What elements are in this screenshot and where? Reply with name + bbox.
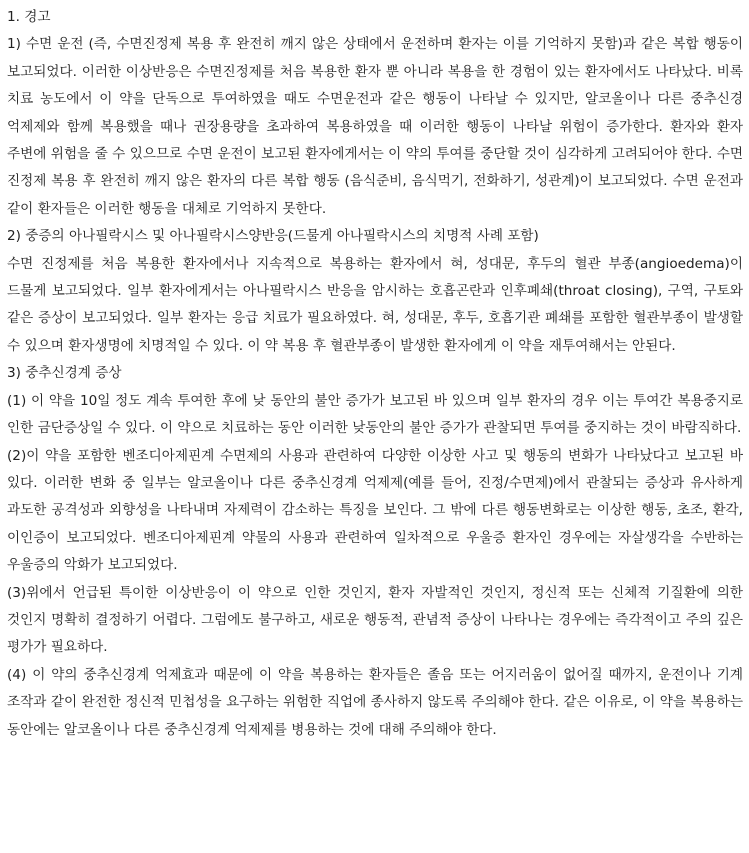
paragraph-cns-1: (1) 이 약을 10일 정도 계속 투여한 후에 낮 동안의 불안 증가가 보고된 바 있으며 일부 환자의 경우 이는 투여간 복용중지로 인한 금단증상일 수 있다. 이 약으로 치료하는 동안 이러한 낮동안의 불안 증가가 관찰되면 투여를 중지하는 것이 바람직하다. xyxy=(7,392,743,437)
paragraph-cns-3: (3)위에서 언급된 특이한 이상반응이 이 약으로 인한 것인지, 환자 자발적인 것인지, 정신적 또는 신체적 기질환에 의한 것인지 명확히 결정하기 어렵다. 그럼에도 불구하고, 새로운 행동적, 관념적 증상이 나타나는 경우에는 즉각적이고 주의 깊은 평가가 필요하다. xyxy=(7,584,743,656)
paragraph-cns-4: (4) 이 약의 중추신경계 억제효과 때문에 이 약을 복용하는 환자들은 졸음 또는 어지러움이 없어질 때까지, 운전이나 기계 조작과 같이 완전한 정신적 민첩성을 요구하는 위험한 직업에 종사하지 않도록 주의해야 한다. 같은 이유로, 이 약을 복용하는 동안에는 알코올이나 다른 중추신경계 억제제를 병용하는 것에 대해 주의해야 한다. xyxy=(7,666,743,738)
subheading-anaphylaxis: 2) 중증의 아나필락시스 및 아나필락시스양반응(드물게 아나필락시스의 치명적 사례 포함) xyxy=(7,228,539,245)
paragraph-angioedema: 수면 진정제를 처음 복용한 환자에서나 지속적으로 복용하는 환자에서 혀, 성대문, 후두의 혈관 부종(angioedema)이 드물게 보고되었다. 일부 환자에게서는 아나필락시스 반응을 암시하는 호흡곤란과 인후폐쇄(throat closing), 구역, 구토와 같은 증상이 보고되었다. 일부 환자는 응급 치료가 필요하였다. 혀, 성대문, 후두, 호흡기관 폐쇄를 포함한 혈관부종이 발생할 수 있으며 환자생명에 치명적일 수 있다. 이 약 복용 후 혈관부종이 발생한 환자에게 이 약을 재투여해서는 안된다. xyxy=(7,255,743,354)
paragraph-cns-2: (2)이 약을 포함한 벤조디아제핀계 수면제의 사용과 관련하여 다양한 이상한 사고 및 행동의 변화가 나타났다고 보고된 바 있다. 이러한 변화 중 일부는 알코올이나 다른 중추신경계 억제제(예를 들어, 진정/수면제)에서 관찰되는 증상과 유사하게 과도한 공격성과 외향성을 나타내며 자제력이 감소하는 특징을 보인다. 그 밖에 다른 행동변화로는 이상한 행동, 초조, 환각, 이인증이 보고되었다. 벤조디아제핀계 약물의 사용과 관련하여 일차적으로 우울증 환자인 경우에는 자살생각을 수반하는 우울증의 악화가 보고되었다. xyxy=(7,447,743,574)
paragraph-sleep-driving: 1) 수면 운전 (즉, 수면진정제 복용 후 완전히 깨지 않은 상태에서 운전하며 환자는 이를 기억하지 못함)과 같은 복합 행동이 보고되었다. 이러한 이상반응은 수면진정제를 처음 복용한 환자 뿐 아니라 복용을 한 경험이 있는 환자에서도 나타났다. 비록 치료 농도에서 이 약을 단독으로 투여하였을 때도 수면운전과 같은 행동이 나타날 수 있지만, 알코올이나 다른 중추신경 억제제와 함께 복용했을 때나 권장용량을 초과하여 복용하였을 때 이러한 행동이 나타날 위험이 증가한다. 환자와 환자 주변에 위험을 줄 수 있으므로 수면 운전이 보고된 환자에게서는 이 약의 투여를 중단할 것이 심각하게 고려되어야 한다. 수면 진정제 복용 후 완전히 깨지 않은 환자의 다른 복합 행동 (음식준비, 음식먹기, 전화하기, 성관계)이 보고되었다. 수면 운전과 같이 환자들은 이러한 행동을 대체로 기억하지 못한다. xyxy=(7,36,743,217)
subheading-cns-symptoms: 3) 중추신경계 증상 xyxy=(7,365,122,382)
section-heading: 1. 경고 xyxy=(7,9,51,25)
